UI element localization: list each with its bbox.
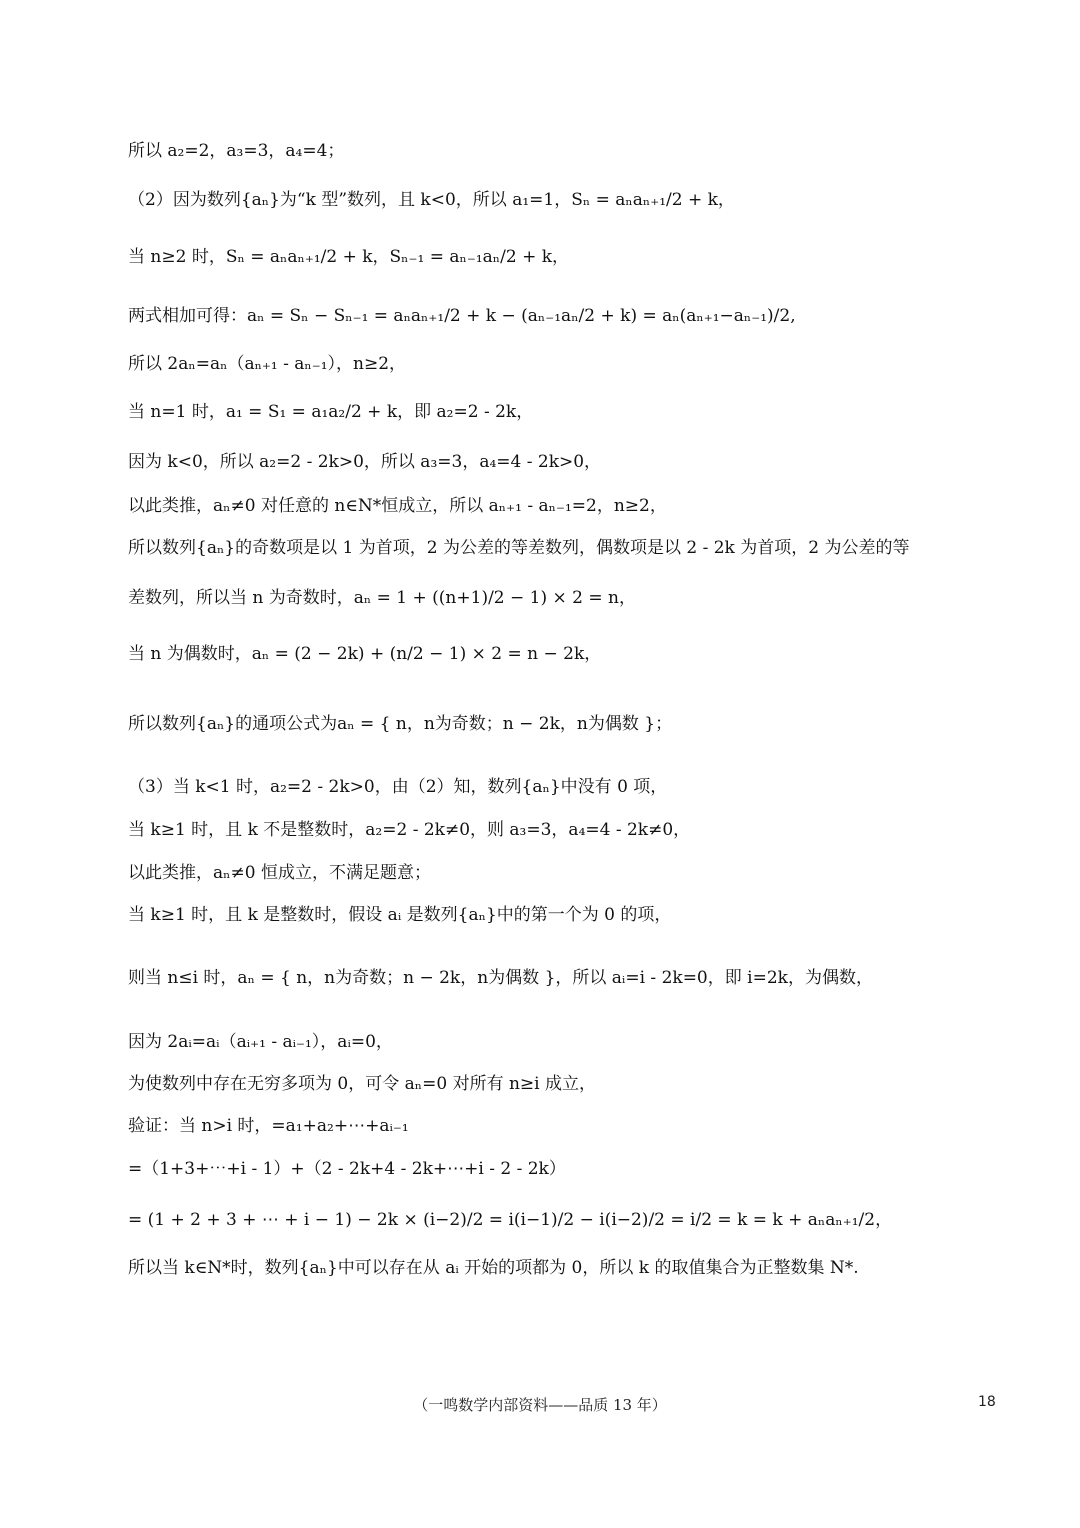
solution-line: 以此类推，aₙ≠0 恒成立，不满足题意； bbox=[128, 863, 431, 883]
page-number: 18 bbox=[978, 1394, 996, 1410]
solution-line: （3）当 k<1 时，a₂=2 - 2k>0，由（2）知，数列{aₙ}中没有 0 项， bbox=[128, 777, 668, 797]
solution-line: 两式相加可得：aₙ = Sₙ − Sₙ₋₁ = aₙaₙ₊₁/2 + k − (aₙ₋₁aₙ/2 + k) = aₙ(aₙ₊₁−aₙ₋₁)/2, bbox=[128, 306, 796, 326]
solution-line: 当 k≥1 时，且 k 不是整数时，a₂=2 - 2k≠0，则 a₃=3，a₄=4 - 2k≠0， bbox=[128, 820, 691, 840]
solution-line: =（1+3+⋯+i - 1）+（2 - 2k+4 - 2k+⋯+i - 2 - 2k） bbox=[128, 1159, 566, 1179]
solution-line: 所以数列{aₙ}的通项公式为aₙ = { n，n为奇数；n − 2k，n为偶数 }； bbox=[128, 714, 673, 734]
solution-line: 当 n=1 时，a₁ = S₁ = a₁a₂/2 + k，即 a₂=2 - 2k， bbox=[128, 402, 534, 422]
solution-line: （2）因为数列{aₙ}为“k 型”数列，且 k<0，所以 a₁=1，Sₙ = aₙaₙ₊₁/2 + k， bbox=[128, 190, 735, 210]
solution-line: 当 k≥1 时，且 k 是整数时，假设 aᵢ 是数列{aₙ}中的第一个为 0 的项， bbox=[128, 905, 672, 925]
solution-line: 则当 n≤i 时，aₙ = { n，n为奇数；n − 2k，n为偶数 }，所以 aᵢ=i - 2k=0，即 i=2k，为偶数， bbox=[128, 968, 873, 988]
solution-line: 所以数列{aₙ}的奇数项是以 1 为首项，2 为公差的等差数列，偶数项是以 2 - 2k 为首项，2 为公差的等 bbox=[128, 538, 910, 558]
solution-line: 因为 2aᵢ=aᵢ（aᵢ₊₁ - aᵢ₋₁），aᵢ=0， bbox=[128, 1032, 393, 1052]
solution-line: 所以 a₂=2，a₃=3，a₄=4； bbox=[128, 141, 345, 161]
solution-line: = (1 + 2 + 3 + ⋯ + i − 1) − 2k × (i−2)/2 = i(i−1)/2 − i(i−2)/2 = i/2 = k = k + aₙaₙ₊₁/2， bbox=[128, 1210, 893, 1230]
solution-line: 因为 k<0，所以 a₂=2 - 2k>0，所以 a₃=3，a₄=4 - 2k>0， bbox=[128, 452, 602, 472]
solution-line: 当 n≥2 时，Sₙ = aₙaₙ₊₁/2 + k，Sₙ₋₁ = aₙ₋₁aₙ/2 + k， bbox=[128, 247, 570, 267]
solution-line: 所以当 k∈N*时，数列{aₙ}中可以存在从 aᵢ 开始的项都为 0，所以 k 的取值集合为正整数集 N*. bbox=[128, 1258, 859, 1278]
page-footer: （一鸣数学内部资料——品质 13 年） bbox=[413, 1396, 667, 1414]
solution-line: 当 n 为偶数时，aₙ = (2 − 2k) + (n/2 − 1) × 2 = n − 2k， bbox=[128, 644, 602, 664]
solution-line: 差数列，所以当 n 为奇数时，aₙ = 1 + ((n+1)/2 − 1) × 2 = n， bbox=[128, 588, 636, 608]
solution-line: 验证：当 n>i 时，=a₁+a₂+⋯+aᵢ₋₁ bbox=[128, 1116, 409, 1136]
solution-line: 以此类推，aₙ≠0 对任意的 n∈N*恒成立，所以 aₙ₊₁ - aₙ₋₁=2，n≥2， bbox=[128, 496, 667, 516]
solution-line: 为使数列中存在无穷多项为 0，可令 aₙ=0 对所有 n≥i 成立， bbox=[128, 1074, 597, 1094]
solution-line: 所以 2aₙ=aₙ（aₙ₊₁ - aₙ₋₁），n≥2， bbox=[128, 354, 407, 374]
